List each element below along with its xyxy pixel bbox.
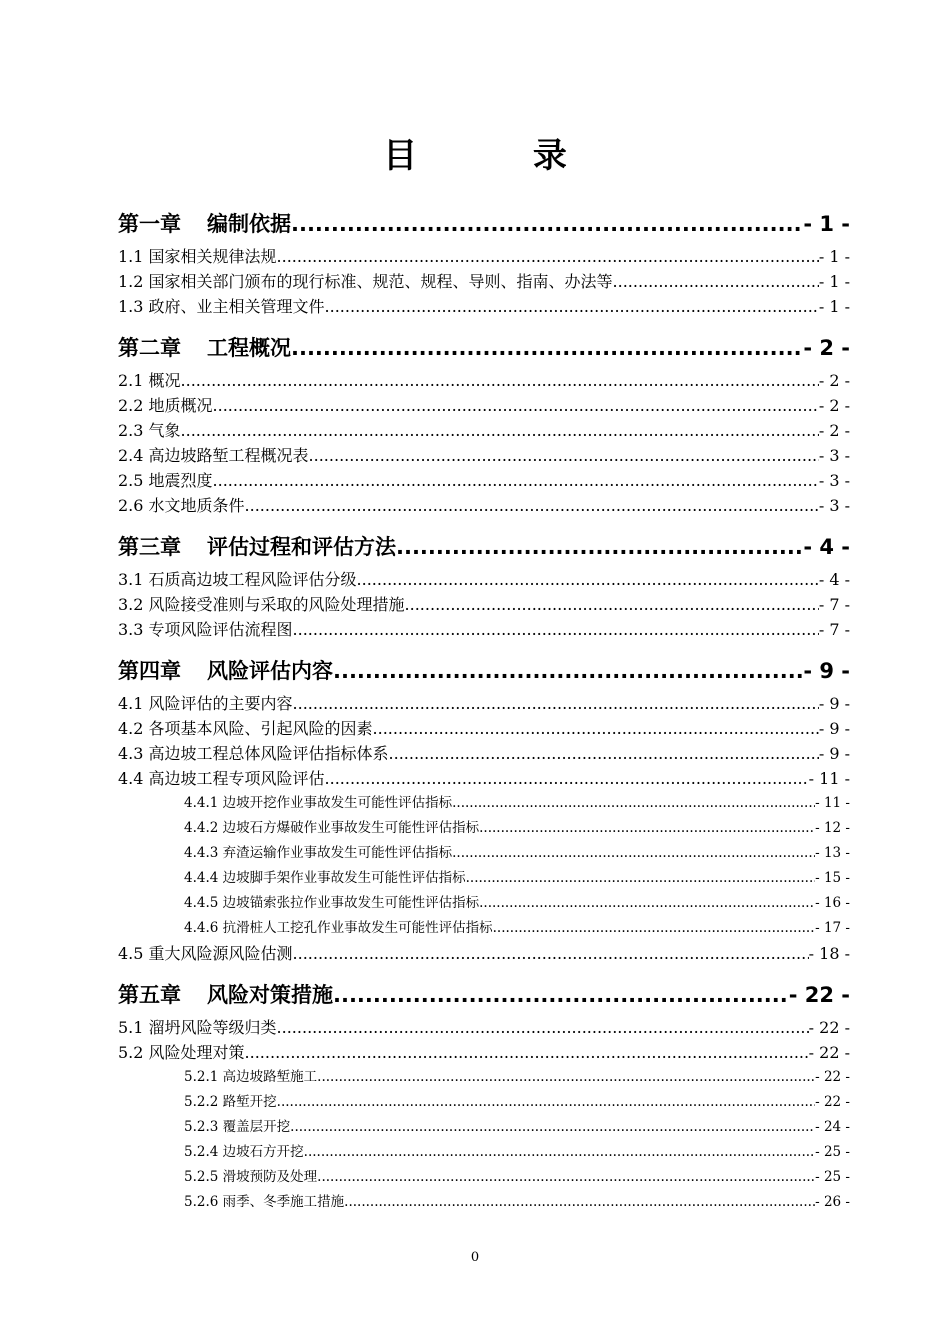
toc-subsection-entry[interactable] bbox=[118, 841, 850, 866]
toc-entry-label: 5.2 风险处理对策 bbox=[118, 1043, 245, 1062]
toc-entry-label: 4.4.1 边坡开挖作业事故发生可能性评估指标 bbox=[184, 795, 453, 811]
toc-page-number: - 9 - bbox=[818, 694, 850, 713]
toc-entry-label: 5.2.3 覆盖层开挖 bbox=[184, 1119, 291, 1135]
toc-page-number: - 22 - bbox=[815, 1094, 850, 1110]
chapter-number: 第四章 bbox=[118, 659, 181, 683]
toc-section-entry[interactable] bbox=[118, 294, 850, 319]
dot-leader bbox=[452, 795, 815, 811]
toc-entry-label: 4.3 高边坡工程总体风险评估指标体系 bbox=[118, 744, 389, 763]
toc-entry-label: 2.6 水文地质条件 bbox=[118, 496, 245, 515]
toc-page-number: - 12 - bbox=[815, 820, 850, 836]
toc-page-number: - 2 - bbox=[803, 336, 850, 360]
toc-subsection-entry[interactable] bbox=[118, 891, 850, 916]
toc-entry-label: 3.2 风险接受准则与采取的风险处理措施 bbox=[118, 595, 405, 614]
chapter-title: 编制依据 bbox=[207, 212, 291, 236]
toc-page-number: - 1 - bbox=[818, 297, 850, 316]
toc-section-entry[interactable] bbox=[118, 1015, 850, 1040]
toc-chapter-entry[interactable] bbox=[118, 531, 850, 561]
toc-entry-label: 2.4 高边坡路堑工程概况表 bbox=[118, 446, 309, 465]
dot-leader bbox=[344, 1194, 815, 1210]
toc-entry-label: 4.4.4 边坡脚手架作业事故发生可能性评估指标 bbox=[184, 870, 466, 886]
toc-page-number: - 3 - bbox=[818, 471, 850, 490]
toc-entry-label: 1.2 国家相关部门颁布的现行标准、规范、规程、导则、指南、办法等 bbox=[118, 272, 613, 291]
page-title: 目 录 bbox=[383, 136, 619, 176]
dot-leader bbox=[325, 769, 809, 788]
dot-leader bbox=[293, 694, 819, 713]
toc-entry-label: 2.5 地震烈度 bbox=[118, 471, 213, 490]
dot-leader bbox=[291, 336, 803, 360]
dot-leader bbox=[181, 371, 819, 390]
toc-entry-label: 1.1 国家相关规律法规 bbox=[118, 247, 277, 266]
dot-leader bbox=[245, 1043, 809, 1062]
toc-page-number: - 1 - bbox=[803, 212, 850, 236]
toc-section-entry[interactable] bbox=[118, 368, 850, 393]
dot-leader bbox=[493, 920, 815, 936]
toc-section-entry[interactable] bbox=[118, 691, 850, 716]
dot-leader bbox=[277, 1018, 809, 1037]
toc-section-entry[interactable] bbox=[118, 493, 850, 518]
toc-entry-label: 5.2.4 边坡石方开挖 bbox=[184, 1144, 304, 1160]
toc-section-entry[interactable] bbox=[118, 716, 850, 741]
toc-page-number: - 16 - bbox=[815, 895, 850, 911]
toc-section-entry[interactable] bbox=[118, 244, 850, 269]
toc-entry-label bbox=[118, 979, 333, 1009]
toc-page-number: - 3 - bbox=[818, 446, 850, 465]
dot-leader bbox=[213, 396, 819, 415]
toc-entry-label bbox=[118, 531, 396, 561]
toc-page-number: - 11 - bbox=[808, 769, 850, 788]
dot-leader bbox=[613, 272, 819, 291]
chapter-number: 第三章 bbox=[118, 535, 181, 559]
toc-page-number: - 9 - bbox=[818, 719, 850, 738]
toc-page-number: - 11 - bbox=[815, 795, 850, 811]
toc-entry-label: 4.4.6 抗滑桩人工挖孔作业事故发生可能性评估指标 bbox=[184, 920, 493, 936]
dot-leader bbox=[309, 446, 819, 465]
toc-page-number: - 4 - bbox=[818, 570, 850, 589]
toc-page-number: - 13 - bbox=[815, 845, 850, 861]
toc-page-number: - 22 - bbox=[815, 1069, 850, 1085]
toc-subsection-entry[interactable] bbox=[118, 816, 850, 841]
dot-leader bbox=[396, 535, 803, 559]
toc-section-entry[interactable] bbox=[118, 393, 850, 418]
toc-subsection-entry[interactable] bbox=[118, 791, 850, 816]
toc-entry-label bbox=[118, 332, 291, 362]
dot-leader bbox=[293, 944, 809, 963]
toc-entry-label: 5.2.6 雨季、冬季施工措施 bbox=[184, 1194, 345, 1210]
dot-leader bbox=[373, 719, 819, 738]
toc-subsection-entry[interactable] bbox=[118, 866, 850, 891]
toc-page-number: - 2 - bbox=[818, 371, 850, 390]
toc-page-number: - 2 - bbox=[818, 421, 850, 440]
dot-leader bbox=[452, 845, 815, 861]
dot-leader bbox=[333, 659, 803, 683]
toc-section-entry[interactable] bbox=[118, 766, 850, 791]
toc-section-entry[interactable] bbox=[118, 1040, 850, 1065]
chapter-title: 风险评估内容 bbox=[207, 659, 333, 683]
toc-page-number: - 9 - bbox=[818, 744, 850, 763]
dot-leader bbox=[479, 820, 815, 836]
page-number: 0 bbox=[470, 1250, 480, 1265]
toc-entry-label: 3.3 专项风险评估流程图 bbox=[118, 620, 293, 639]
toc-section-entry[interactable] bbox=[118, 567, 850, 592]
toc-entry-label: 4.4.3 弃渣运输作业事故发生可能性评估指标 bbox=[184, 845, 453, 861]
toc-subsection-entry[interactable] bbox=[118, 1190, 850, 1215]
toc-entry-label bbox=[118, 208, 291, 238]
dot-leader bbox=[357, 570, 819, 589]
toc-page-number: - 24 - bbox=[815, 1119, 850, 1135]
toc-page-number: - 9 - bbox=[803, 659, 850, 683]
dot-leader bbox=[479, 895, 815, 911]
toc-entry-label: 4.1 风险评估的主要内容 bbox=[118, 694, 293, 713]
toc-section-entry[interactable] bbox=[118, 741, 850, 766]
toc-entry-label: 5.2.2 路堑开挖 bbox=[184, 1094, 277, 1110]
toc-page-number: - 7 - bbox=[818, 620, 850, 639]
toc-entry-label: 2.3 气象 bbox=[118, 421, 181, 440]
toc-chapter-entry[interactable] bbox=[118, 208, 850, 238]
toc-page-number: - 22 - bbox=[808, 1043, 850, 1062]
dot-leader bbox=[466, 870, 815, 886]
chapter-number: 第五章 bbox=[118, 983, 181, 1007]
dot-leader bbox=[405, 595, 819, 614]
dot-leader bbox=[181, 421, 819, 440]
toc-entry-label: 2.1 概况 bbox=[118, 371, 181, 390]
toc-entry-label: 4.4.2 边坡石方爆破作业事故发生可能性评估指标 bbox=[184, 820, 480, 836]
toc-chapter-entry[interactable] bbox=[118, 979, 850, 1009]
toc-chapter-entry[interactable] bbox=[118, 332, 850, 362]
dot-leader bbox=[325, 297, 819, 316]
dot-leader bbox=[389, 744, 819, 763]
chapter-title: 工程概况 bbox=[207, 336, 291, 360]
toc-subsection-entry[interactable] bbox=[118, 1165, 850, 1190]
toc-page-number: - 22 - bbox=[808, 1018, 850, 1037]
toc-page-number: - 3 - bbox=[818, 496, 850, 515]
toc-section-entry[interactable] bbox=[118, 418, 850, 443]
toc-entry-label: 4.4 高边坡工程专项风险评估 bbox=[118, 769, 325, 788]
table-of-contents bbox=[118, 208, 850, 1215]
toc-page-number: - 26 - bbox=[815, 1194, 850, 1210]
dot-leader bbox=[317, 1169, 815, 1185]
toc-subsection-entry[interactable] bbox=[118, 1090, 850, 1115]
toc-page-number: - 7 - bbox=[818, 595, 850, 614]
toc-page-number: - 25 - bbox=[815, 1144, 850, 1160]
toc-section-entry[interactable] bbox=[118, 468, 850, 493]
toc-page-number: - 15 - bbox=[815, 870, 850, 886]
dot-leader bbox=[277, 1094, 815, 1110]
toc-page-number: - 25 - bbox=[815, 1169, 850, 1185]
toc-entry-label: 5.2.5 滑坡预防及处理 bbox=[184, 1169, 318, 1185]
toc-page-number: - 2 - bbox=[818, 396, 850, 415]
toc-entry-label: 2.2 地质概况 bbox=[118, 396, 213, 415]
toc-page-number: - 18 - bbox=[808, 944, 850, 963]
toc-section-entry[interactable] bbox=[118, 592, 850, 617]
chapter-number: 第二章 bbox=[118, 336, 181, 360]
toc-entry-label: 4.5 重大风险源风险估测 bbox=[118, 944, 293, 963]
toc-subsection-entry[interactable] bbox=[118, 1115, 850, 1140]
dot-leader bbox=[277, 247, 819, 266]
dot-leader bbox=[213, 471, 819, 490]
chapter-title: 评估过程和评估方法 bbox=[207, 535, 396, 559]
toc-entry-label: 5.2.1 高边坡路堑施工 bbox=[184, 1069, 318, 1085]
toc-page-number: - 1 - bbox=[818, 247, 850, 266]
toc-page-number: - 4 - bbox=[803, 535, 850, 559]
dot-leader bbox=[293, 620, 819, 639]
dot-leader bbox=[304, 1144, 815, 1160]
toc-page-number: - 17 - bbox=[815, 920, 850, 936]
chapter-title: 风险对策措施 bbox=[207, 983, 333, 1007]
toc-page-number: - 1 - bbox=[818, 272, 850, 291]
toc-entry-label: 4.2 各项基本风险、引起风险的因素 bbox=[118, 719, 373, 738]
dot-leader bbox=[245, 496, 819, 515]
dot-leader bbox=[291, 212, 803, 236]
toc-section-entry[interactable] bbox=[118, 443, 850, 468]
toc-subsection-entry[interactable] bbox=[118, 1140, 850, 1165]
toc-entry-label: 4.4.5 边坡锚索张拉作业事故发生可能性评估指标 bbox=[184, 895, 480, 911]
toc-subsection-entry[interactable] bbox=[118, 916, 850, 941]
toc-chapter-entry[interactable] bbox=[118, 655, 850, 685]
toc-subsection-entry[interactable] bbox=[118, 1065, 850, 1090]
toc-section-entry[interactable] bbox=[118, 269, 850, 294]
toc-page-number: - 22 - bbox=[788, 983, 850, 1007]
dot-leader bbox=[333, 983, 789, 1007]
toc-section-entry[interactable] bbox=[118, 617, 850, 642]
toc-entry-label: 1.3 政府、业主相关管理文件 bbox=[118, 297, 325, 316]
dot-leader bbox=[290, 1119, 815, 1135]
toc-entry-label: 5.1 溜坍风险等级归类 bbox=[118, 1018, 277, 1037]
toc-section-entry[interactable] bbox=[118, 941, 850, 966]
dot-leader bbox=[317, 1069, 815, 1085]
toc-entry-label: 3.1 石质高边坡工程风险评估分级 bbox=[118, 570, 357, 589]
chapter-number: 第一章 bbox=[118, 212, 181, 236]
toc-entry-label bbox=[118, 655, 333, 685]
